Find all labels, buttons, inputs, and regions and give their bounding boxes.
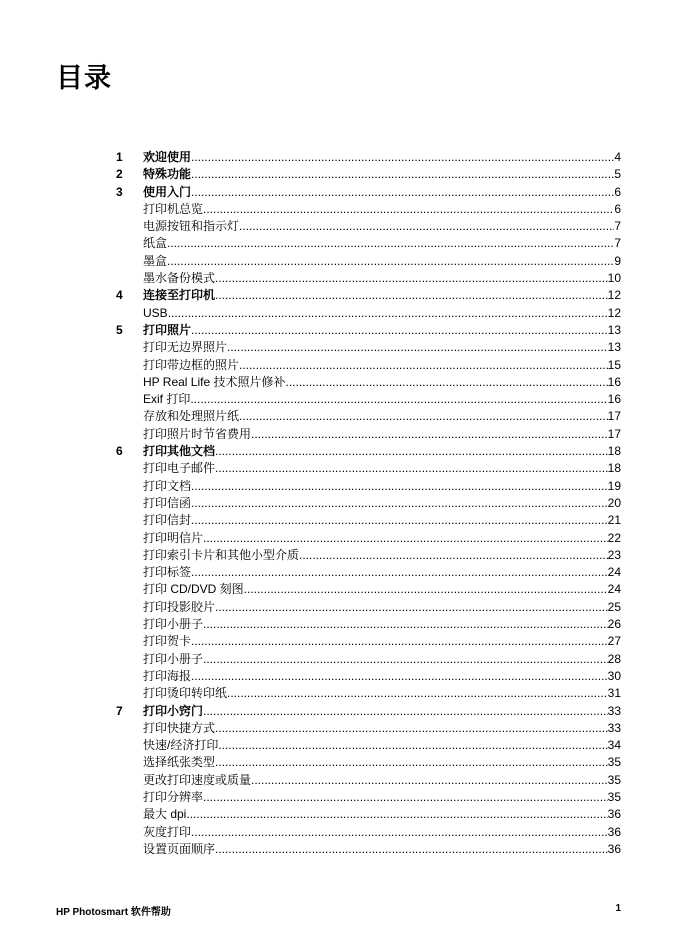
toc-leader-dots bbox=[215, 720, 608, 737]
toc-section-entry[interactable] bbox=[116, 426, 621, 443]
toc-leader-dots bbox=[239, 408, 608, 425]
toc-label[interactable]: 打印标签 bbox=[143, 565, 192, 580]
toc-leader-dots bbox=[191, 478, 608, 495]
toc-line bbox=[143, 754, 621, 771]
toc-label[interactable]: 打印海报 bbox=[143, 668, 192, 683]
toc-label[interactable]: 打印贺卡 bbox=[143, 634, 192, 649]
toc-chapter-entry[interactable] bbox=[116, 703, 621, 720]
toc-line bbox=[143, 253, 621, 270]
toc-label[interactable]: 选择纸张类型 bbox=[143, 755, 216, 770]
toc-line bbox=[143, 720, 621, 737]
toc-page-number: 24 bbox=[607, 582, 621, 597]
footer-page-number: 1 bbox=[615, 903, 621, 914]
toc-label[interactable]: 欢迎使用 bbox=[143, 150, 192, 164]
toc-chapter-number: 6 bbox=[116, 444, 123, 459]
toc-section-entry[interactable] bbox=[116, 685, 621, 702]
toc-section-entry[interactable] bbox=[116, 408, 621, 425]
toc-line bbox=[143, 685, 621, 702]
toc-leader-dots bbox=[215, 270, 608, 287]
toc-page-number: 30 bbox=[607, 668, 621, 683]
toc-line bbox=[143, 581, 621, 598]
toc-section-entry[interactable] bbox=[116, 270, 621, 287]
toc-line bbox=[143, 460, 621, 477]
toc-leader-dots bbox=[203, 530, 608, 547]
toc-label[interactable]: 打印烫印转印纸 bbox=[143, 686, 228, 701]
toc-label[interactable]: 打印其他文档 bbox=[143, 444, 216, 459]
toc-page-number: 31 bbox=[607, 686, 621, 701]
toc-leader-dots bbox=[203, 616, 608, 633]
toc-line bbox=[143, 789, 621, 806]
toc-label[interactable]: 电源按钮和指示灯 bbox=[143, 219, 240, 234]
toc-page-number: 16 bbox=[607, 374, 621, 389]
toc-page-number: 10 bbox=[607, 271, 621, 286]
toc-section-entry[interactable] bbox=[116, 530, 621, 547]
toc-section-entry[interactable] bbox=[116, 720, 621, 737]
toc-label[interactable]: 存放和处理照片纸 bbox=[143, 409, 240, 424]
toc-page-number: 35 bbox=[607, 755, 621, 770]
toc-line bbox=[143, 391, 621, 408]
toc-line bbox=[143, 426, 621, 443]
toc-section-entry[interactable] bbox=[116, 201, 621, 218]
toc-chapter-entry[interactable] bbox=[116, 149, 621, 166]
toc-section-entry[interactable] bbox=[116, 824, 621, 841]
toc-line bbox=[143, 824, 621, 841]
toc-chapter-number: 2 bbox=[116, 167, 123, 182]
toc-leader-dots bbox=[215, 443, 608, 460]
toc-line bbox=[143, 651, 621, 668]
toc-label[interactable]: 打印照片时节省费用 bbox=[143, 426, 252, 441]
toc-label[interactable]: 打印信函 bbox=[143, 495, 192, 510]
toc-line bbox=[143, 408, 621, 425]
toc-leader-dots bbox=[167, 253, 614, 270]
page-title: 目录 bbox=[56, 63, 112, 93]
toc-line bbox=[143, 703, 621, 720]
toc-leader-dots bbox=[251, 772, 608, 789]
toc-line bbox=[143, 806, 621, 823]
toc-chapter-number: 7 bbox=[116, 703, 123, 718]
toc-page-number: 20 bbox=[607, 495, 621, 510]
toc-label[interactable]: 墨水备份模式 bbox=[143, 271, 216, 286]
toc-label[interactable]: 打印无边界照片 bbox=[143, 340, 228, 355]
toc-label[interactable]: 特殊功能 bbox=[143, 167, 192, 182]
toc-page-number: 18 bbox=[607, 461, 621, 476]
toc-label[interactable]: 打印带边框的照片 bbox=[143, 357, 240, 372]
toc-page-number: 24 bbox=[607, 565, 621, 580]
toc-page-number: 13 bbox=[607, 322, 621, 337]
toc-label[interactable]: 打印 CD/DVD 刻图 bbox=[143, 582, 244, 597]
toc-page-number: 18 bbox=[607, 444, 621, 459]
toc-label[interactable]: 打印照片 bbox=[143, 322, 192, 337]
toc-page-number: 7 bbox=[614, 236, 621, 251]
toc-page-number: 16 bbox=[607, 392, 621, 407]
toc-line bbox=[143, 339, 621, 356]
toc-label[interactable]: 打印机总览 bbox=[143, 201, 204, 216]
toc-page-number: 19 bbox=[607, 478, 621, 493]
toc-page-number: 33 bbox=[607, 720, 621, 735]
toc-page-number: 36 bbox=[607, 824, 621, 839]
toc-chapter-number: 1 bbox=[116, 150, 123, 164]
toc-section-entry[interactable] bbox=[116, 478, 621, 495]
toc-section-entry[interactable] bbox=[116, 460, 621, 477]
toc-section-entry[interactable] bbox=[116, 599, 621, 616]
toc-leader-dots bbox=[191, 495, 608, 512]
toc-section-entry[interactable] bbox=[116, 616, 621, 633]
toc-leader-dots bbox=[191, 564, 608, 581]
toc-leader-dots bbox=[203, 201, 614, 218]
toc-section-entry[interactable] bbox=[116, 218, 621, 235]
toc-section-entry[interactable] bbox=[116, 512, 621, 529]
toc-page-number: 35 bbox=[607, 772, 621, 787]
toc-section-entry[interactable] bbox=[116, 339, 621, 356]
toc-line bbox=[143, 547, 621, 564]
toc-leader-dots bbox=[191, 824, 608, 841]
toc-chapter-number: 5 bbox=[116, 322, 123, 337]
toc-leader-dots bbox=[215, 841, 608, 858]
toc-page-number: 15 bbox=[607, 357, 621, 372]
toc-label[interactable]: Exif 打印 bbox=[143, 392, 191, 407]
toc-line bbox=[143, 530, 621, 547]
toc-chapter-entry[interactable] bbox=[116, 443, 621, 460]
toc-section-entry[interactable] bbox=[116, 841, 621, 858]
toc-line bbox=[143, 322, 621, 339]
toc-label[interactable]: HP Real Life 技术照片修补 bbox=[143, 374, 286, 389]
toc-line bbox=[143, 218, 621, 235]
toc-line bbox=[143, 616, 621, 633]
toc-line bbox=[143, 841, 621, 858]
toc-chapter-number: 4 bbox=[116, 288, 123, 303]
toc-leader-dots bbox=[227, 685, 608, 702]
toc-label[interactable]: 快速/经济打印 bbox=[143, 738, 219, 753]
toc-section-entry[interactable] bbox=[116, 806, 621, 823]
toc-leader-dots bbox=[203, 651, 608, 668]
toc-line bbox=[143, 149, 621, 166]
toc-label[interactable]: 墨盒 bbox=[143, 253, 168, 268]
toc-label[interactable]: 打印索引卡片和其他小型介质 bbox=[143, 547, 300, 562]
toc-leader-dots bbox=[251, 426, 608, 443]
toc-line bbox=[143, 201, 621, 218]
toc-line bbox=[143, 512, 621, 529]
toc-leader-dots bbox=[299, 547, 608, 564]
toc-leader-dots bbox=[191, 184, 614, 201]
toc-page-number: 4 bbox=[614, 150, 621, 164]
toc-line bbox=[143, 357, 621, 374]
toc-page-number: 9 bbox=[614, 253, 621, 268]
toc-page-number: 35 bbox=[607, 789, 621, 804]
toc-line bbox=[143, 374, 621, 391]
toc-leader-dots bbox=[191, 322, 608, 339]
toc-page-number: 34 bbox=[607, 738, 621, 753]
toc-section-entry[interactable] bbox=[116, 789, 621, 806]
toc-page-number: 6 bbox=[614, 201, 621, 216]
toc-line bbox=[143, 668, 621, 685]
toc-line bbox=[143, 443, 621, 460]
toc-line bbox=[143, 564, 621, 581]
toc-section-entry[interactable] bbox=[116, 235, 621, 252]
toc-leader-dots bbox=[203, 703, 608, 720]
toc-leader-dots bbox=[227, 339, 608, 356]
toc-chapter-entry[interactable] bbox=[116, 184, 621, 201]
toc-label[interactable]: 打印小册子 bbox=[143, 617, 204, 632]
toc-label[interactable]: 打印信封 bbox=[143, 513, 192, 528]
toc-leader-dots bbox=[203, 789, 608, 806]
toc-label[interactable]: 更改打印速度或质量 bbox=[143, 772, 252, 787]
toc-section-entry[interactable] bbox=[116, 495, 621, 512]
toc-page-number: 26 bbox=[607, 617, 621, 632]
toc-page-number: 36 bbox=[607, 841, 621, 856]
toc-label[interactable]: 打印小册子 bbox=[143, 651, 204, 666]
toc-leader-dots bbox=[167, 235, 614, 252]
toc-line bbox=[143, 737, 621, 754]
toc-label[interactable]: 设置页面顺序 bbox=[143, 841, 216, 856]
toc-chapter-entry[interactable] bbox=[116, 166, 621, 183]
toc-page-number: 25 bbox=[607, 599, 621, 614]
toc-section-entry[interactable] bbox=[116, 633, 621, 650]
toc-line bbox=[143, 184, 621, 201]
toc-leader-dots bbox=[239, 357, 608, 374]
toc-page-number: 7 bbox=[614, 219, 621, 234]
toc-section-entry[interactable] bbox=[116, 564, 621, 581]
toc-label[interactable]: 连接至打印机 bbox=[143, 288, 216, 303]
toc-section-entry[interactable] bbox=[116, 754, 621, 771]
toc-label[interactable]: 纸盒 bbox=[143, 236, 168, 251]
toc-label[interactable]: USB bbox=[143, 305, 168, 320]
toc-label[interactable]: 打印小窍门 bbox=[143, 703, 204, 718]
toc-label[interactable]: 打印快捷方式 bbox=[143, 720, 216, 735]
toc-page-number: 33 bbox=[607, 703, 621, 718]
toc-label[interactable]: 打印分辨率 bbox=[143, 789, 204, 804]
toc-label[interactable]: 灰度打印 bbox=[143, 824, 192, 839]
toc-leader-dots bbox=[190, 391, 607, 408]
toc-line bbox=[143, 305, 621, 322]
toc-page-number: 17 bbox=[607, 409, 621, 424]
toc-page-number: 27 bbox=[607, 634, 621, 649]
toc-page-number: 21 bbox=[607, 513, 621, 528]
toc-label[interactable]: 最大 dpi bbox=[143, 807, 187, 822]
toc-leader-dots bbox=[239, 218, 614, 235]
toc-page-number: 5 bbox=[614, 167, 621, 182]
toc-leader-dots bbox=[218, 737, 607, 754]
toc-page-number: 17 bbox=[607, 426, 621, 441]
toc-page-number: 6 bbox=[614, 184, 621, 199]
toc-leader-dots bbox=[215, 599, 608, 616]
toc-page-number: 13 bbox=[607, 340, 621, 355]
toc-leader-dots bbox=[186, 806, 607, 823]
toc-section-entry[interactable] bbox=[116, 357, 621, 374]
toc-section-entry[interactable] bbox=[116, 668, 621, 685]
toc-line bbox=[143, 772, 621, 789]
toc-section-entry[interactable] bbox=[116, 651, 621, 668]
toc-label[interactable]: 使用入门 bbox=[143, 184, 192, 199]
toc-leader-dots bbox=[191, 149, 614, 166]
toc-line bbox=[143, 495, 621, 512]
toc-section-entry[interactable] bbox=[116, 391, 621, 408]
toc-leader-dots bbox=[191, 512, 608, 529]
toc-line bbox=[143, 478, 621, 495]
toc-leader-dots bbox=[285, 374, 607, 391]
toc-line bbox=[143, 633, 621, 650]
toc-label[interactable]: 打印明信片 bbox=[143, 530, 204, 545]
toc-chapter-entry[interactable] bbox=[116, 287, 621, 304]
toc-chapter-number: 3 bbox=[116, 184, 123, 199]
table-of-contents bbox=[116, 149, 621, 858]
toc-page-number: 12 bbox=[607, 288, 621, 303]
toc-chapter-entry[interactable] bbox=[116, 322, 621, 339]
toc-page-number: 12 bbox=[607, 305, 621, 320]
toc-leader-dots bbox=[215, 287, 608, 304]
toc-line bbox=[143, 270, 621, 287]
toc-label[interactable]: 打印文档 bbox=[143, 478, 192, 493]
toc-page-number: 22 bbox=[607, 530, 621, 545]
toc-section-entry[interactable] bbox=[116, 581, 621, 598]
toc-line bbox=[143, 166, 621, 183]
toc-leader-dots bbox=[215, 460, 608, 477]
toc-section-entry[interactable] bbox=[116, 547, 621, 564]
toc-line bbox=[143, 599, 621, 616]
toc-leader-dots bbox=[215, 754, 608, 771]
toc-section-entry[interactable] bbox=[116, 253, 621, 270]
toc-section-entry[interactable] bbox=[116, 737, 621, 754]
toc-section-entry[interactable] bbox=[116, 305, 621, 322]
toc-line bbox=[143, 235, 621, 252]
toc-label[interactable]: 打印投影胶片 bbox=[143, 599, 216, 614]
toc-section-entry[interactable] bbox=[116, 374, 621, 391]
toc-leader-dots bbox=[168, 305, 608, 322]
toc-page-number: 28 bbox=[607, 651, 621, 666]
toc-section-entry[interactable] bbox=[116, 772, 621, 789]
footer-doc-title: HP Photosmart 软件帮助 bbox=[56, 907, 171, 918]
toc-leader-dots bbox=[191, 633, 608, 650]
toc-page-number: 23 bbox=[607, 547, 621, 562]
toc-line bbox=[143, 287, 621, 304]
toc-leader-dots bbox=[191, 668, 608, 685]
toc-leader-dots bbox=[191, 166, 614, 183]
toc-page-number: 36 bbox=[607, 807, 621, 822]
toc-label[interactable]: 打印电子邮件 bbox=[143, 461, 216, 476]
toc-leader-dots bbox=[244, 581, 608, 598]
